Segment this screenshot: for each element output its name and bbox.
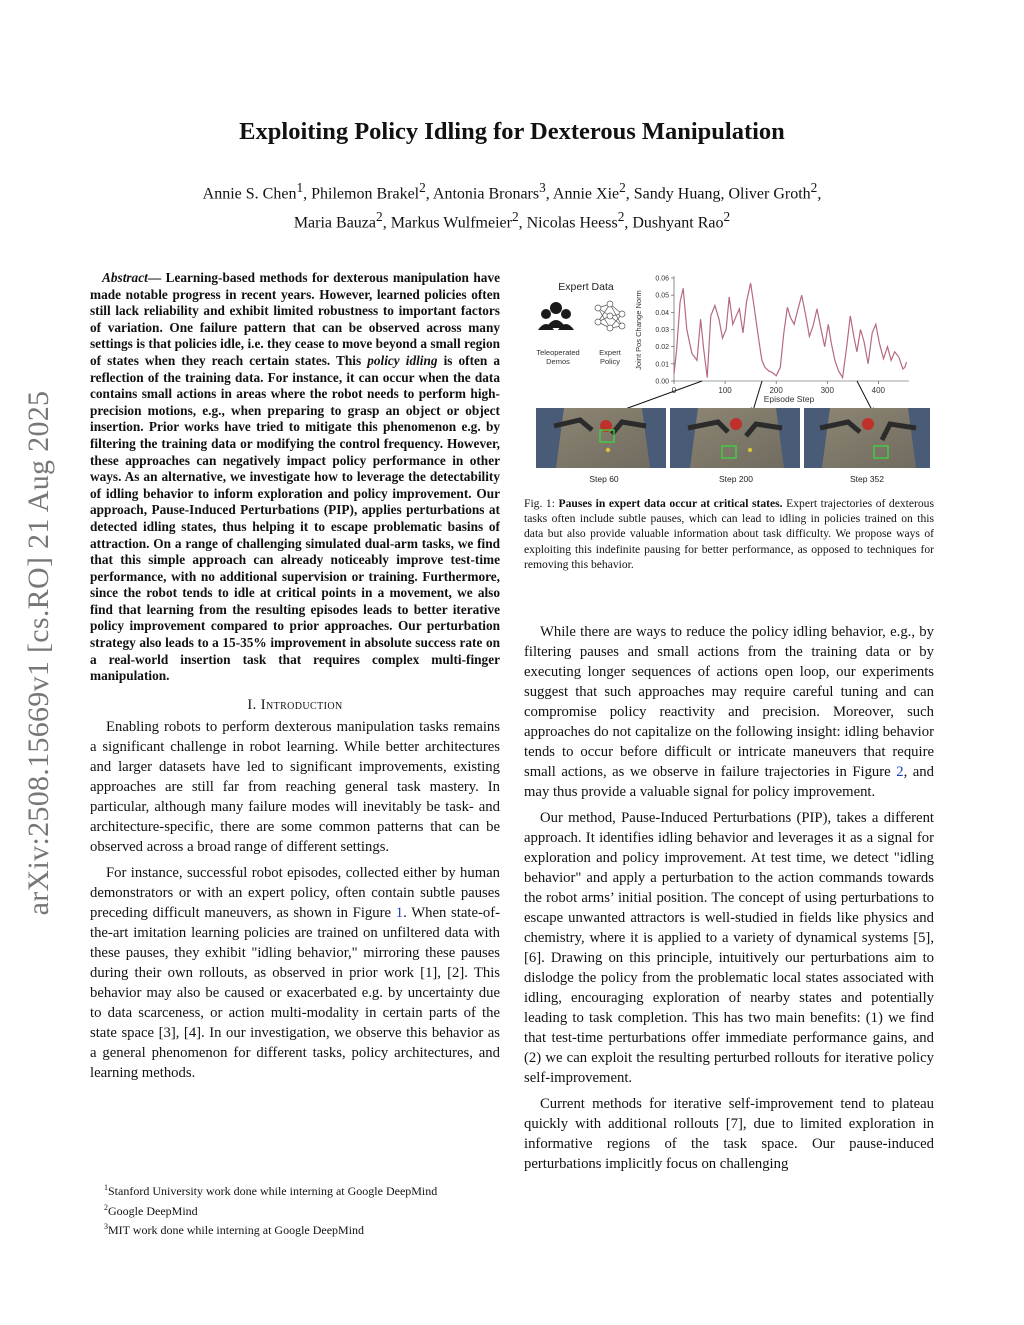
author-list	[100, 176, 924, 235]
paragraph-text: While there are ways to reduce the policy idling behavior, e.g., by filtering pauses and small actions from the training data or by executing longer sequences of actions open loop, our experiments suggest that such approaches may require careful tuning and can compromise policy reactivity and precision. Moreover, such approaches do not capitalize on the following insight: idling behavior tends to occur before difficult or intricate maneuvers that require small actions, as we observe in failure trajectories in Figure	[524, 624, 934, 780]
x-tick-label: 300	[820, 386, 834, 395]
y-tick-label: 0.04	[655, 309, 669, 317]
footnote	[104, 1180, 504, 1200]
author-line-2: Maria Bauza$^2$, Markus Wulfmeier$^2$, Nicolas Heess$^2$, Dushyant Rao$^2$	[293, 209, 731, 232]
step-label: Step 60	[589, 474, 619, 484]
section-number: I.	[247, 696, 257, 713]
y-tick-label: 0.00	[655, 378, 669, 386]
author-line-1: Annie S. Chen$^1$, Philemon Brakel$^2$, Antonia Bronars$^3$, Annie Xie$^2$, Sandy Huang, Oliver Groth$^2$,	[202, 180, 822, 203]
caption-title: Pauses in expert data occur at critical states.	[558, 497, 783, 510]
teleop-label: Teleoperated	[536, 348, 580, 357]
author: Nicolas Heess	[526, 214, 618, 232]
figure-2-link[interactable]: 2	[896, 764, 904, 780]
abstract-dash: —	[147, 270, 166, 285]
author: Sandy Huang	[633, 185, 721, 203]
abstract-text: is often a reflection of the training data. For instance, it can occur when the data contains small actions in areas where the robot needs to perform high-precision motions, e.g., when preparing to grasp an object or object insertion. Prior works have tried to mitigate this phenomenon e.g. by filtering the training data or modifying the control frequency. However, these approaches can negatively impact policy performance in other ways. As an alternative, we investigate how to leverage the detectability of idling behavior to inform exploration and policy improvement. Our approach, Pause-Induced Perturbations (PIP), applies perturbations at detected idling states, thus helping it to escape problematic basins of attraction. On a range of challenging simulated dual-arm tasks, we find that this simple approach can already noticeably improve test-time performance, with no additional supervision or training. Furthermore, since the robot tends to idle at critical points in a movement, we also find that learning from the resulting episodes leads to better iterative policy improvement compared to prior approaches. Our perturbation strategy also leads to a 15-35% improvement in absolute success rate on a real-world insertion task that requires complex multi-finger manipulation.	[90, 352, 500, 684]
abstract-label: Abstract	[102, 270, 148, 285]
x-tick-label: 200	[769, 386, 783, 395]
author: Annie Xie	[552, 185, 620, 203]
joint-pos-chart	[634, 276, 909, 405]
affiliation-mark: 2	[511, 209, 519, 225]
author: Oliver Groth	[728, 185, 811, 203]
y-axis-label: Joint Pos Change Norm	[634, 290, 643, 370]
x-tick-label: 0	[671, 386, 677, 395]
affiliation-mark: 2	[617, 209, 625, 225]
y-tick-label: 0.01	[655, 361, 669, 369]
step-label: Step 200	[718, 474, 754, 484]
figure-1	[524, 268, 934, 484]
footnote-mark: 3	[104, 1222, 108, 1232]
right-paragraph-1	[524, 622, 934, 802]
affiliation-mark: 2	[419, 180, 426, 195]
neural-network-icon	[595, 301, 625, 331]
section-title: Introduction	[260, 696, 343, 713]
y-tick-label: 0.03	[655, 327, 669, 334]
author: Markus Wulfmeier	[390, 214, 512, 232]
y-tick-label: 0.06	[655, 275, 669, 283]
expert-data-label: Expert Data	[558, 281, 614, 293]
policy-label: Expert	[599, 348, 621, 357]
snapshot-step-352	[804, 408, 930, 468]
affiliation-mark: 3	[539, 180, 546, 195]
paper-title: Exploiting Policy Idling for Dexterous Manipulation	[239, 118, 785, 145]
author: Dushyant Rao	[632, 214, 724, 232]
step-label: Step 352	[849, 474, 885, 484]
author: Antonia Bronars	[432, 185, 540, 203]
x-tick-label: 100	[718, 386, 732, 395]
footnote	[104, 1219, 504, 1239]
affiliation-mark: 2	[810, 180, 818, 195]
affiliation-mark: 1	[296, 180, 304, 195]
paragraph-text: . When state-of-the-art imitation learning policies are trained on unfiltered data with these pauses, they exhibit "idling behavior," mirroring these pauses during their own rollouts, as observed in prior work [1], [2]. This behavior may also be caused or exacerbated e.g. by uncertainty due to data scarceness, or action multi-modality in certain parts of the state space [3], [4]. In our investigation, we observe this behavior as a general phenomenon for different tasks, policy architectures, and learning methods.	[90, 904, 500, 1081]
section-heading	[90, 695, 500, 715]
abstract	[90, 270, 500, 685]
paragraph-text: For instance, successful robot episodes, collected either by human demonstrators or with an expert policy, often contain subtle pauses preceding difficult maneuvers, as shown in Figure	[90, 864, 500, 921]
series-line	[674, 283, 906, 378]
y-tick-label: 0.05	[655, 292, 669, 300]
intro-paragraph-2	[90, 863, 500, 1083]
right-paragraph-3: Current methods for iterative self-improvement tend to plateau quickly with additional rollouts [7], due to limited exploration in informative regions of the task space. Our pause-induced perturbations implicitly focus on challenging	[524, 1096, 934, 1172]
abstract-text: Learning-based methods for dexterous manipulation have made notable progress in recent years. However, learned policies often still lack reliability and exhibit limited robustness to important factors of variation. One failure pattern that can be observed across many settings is that policies idle, i.e. they cease to move beyond a small region of states when they reach certain states. This	[90, 270, 500, 368]
x-axis-label: Episode Step	[763, 394, 815, 404]
expert-data-panel	[536, 281, 625, 366]
robot-snapshots	[536, 408, 930, 484]
footnote-mark: 1	[104, 1183, 108, 1192]
snapshot-step-200	[670, 408, 800, 468]
affiliation-mark: 2	[723, 209, 731, 225]
figure-1-caption	[524, 496, 934, 572]
author: Annie S. Chen	[202, 185, 297, 203]
y-tick-label: 0.02	[655, 344, 669, 352]
people-icon	[538, 302, 574, 330]
abstract-emphasis: policy idling	[367, 352, 438, 368]
footnote-mark: 2	[104, 1202, 108, 1212]
x-tick-label: 400	[871, 386, 886, 395]
policy-label: Policy	[599, 357, 621, 366]
paragraph-text: , and may thus provide a valuable signal for policy improvement.	[524, 764, 934, 800]
footnotes	[104, 1180, 504, 1239]
snapshot-step-60	[536, 408, 666, 468]
intro-paragraph-1: Enabling robots to perform dexterous manipulation tasks remains a significant challenge in robot learning. While better architectures and larger datasets have led to significant improvements, existing approaches are still far from reaching general task mastery. In particular, although many failure modes will inevitably be task- and architecture-specific, there are some common patterns that can be observed across a broad range of different settings.	[90, 718, 500, 855]
footnote-text: MIT work done while interning at Google DeepMind	[108, 1223, 365, 1238]
affiliation-mark: 2	[376, 209, 383, 225]
footnote	[104, 1200, 504, 1220]
footnote-text: Stanford University work done while interning at Google DeepMind	[108, 1184, 438, 1198]
teleop-label: Demos	[546, 357, 570, 366]
arxiv-identifier: arXiv:2508.15669v1 [cs.RO] 21 Aug 2025	[22, 390, 55, 916]
x-tick-labels	[672, 381, 886, 395]
left-column	[90, 270, 500, 1083]
right-paragraph-2: Our method, Pause-Induced Perturbations (PIP), takes a different approach. It identifies idling behavior and leverages it as a signal for exploration and policy improvement. At test time, we detect "idling behavior" and apply a perturbation to the action commands towards the robot arms’ initial position. The concept of using perturbations to escape unwanted attractors is well-studied in fields like physics and chemistry, where it is applied to a variety of dynamical systems [5], [6]. Drawing on this principle, intuitively our perturbations aim to dislodge the policy from the problematic local states associated with idling, encouraging exploration of nearby states and potentially leading to task completion. This has two main benefits: (1) we find that test-time perturbations offer immediate performance gains, and (2) we can exploit the resulting perturbed rollouts for iterative policy self-improvement.	[524, 810, 934, 1086]
right-column	[524, 622, 934, 1174]
author: Philemon Brakel	[311, 185, 420, 203]
caption-body: Expert trajectories of dexterous tasks often include subtle pauses, which can lead to idling in policies trained on this data but also provide valuable information about task difficulty. We propose ways of exploiting this indefinite pausing for better performance, as opposed to techniques for removing this behavior.	[524, 497, 934, 571]
arxiv-sidebar	[12, 358, 66, 948]
figure-1-link[interactable]: 1	[395, 904, 404, 921]
footnote-text: Google DeepMind	[108, 1203, 198, 1218]
author: Maria Bauza	[293, 214, 377, 232]
caption-label: Fig. 1:	[524, 497, 559, 510]
y-tick-labels	[655, 276, 674, 386]
affiliation-mark: 2	[619, 180, 626, 195]
